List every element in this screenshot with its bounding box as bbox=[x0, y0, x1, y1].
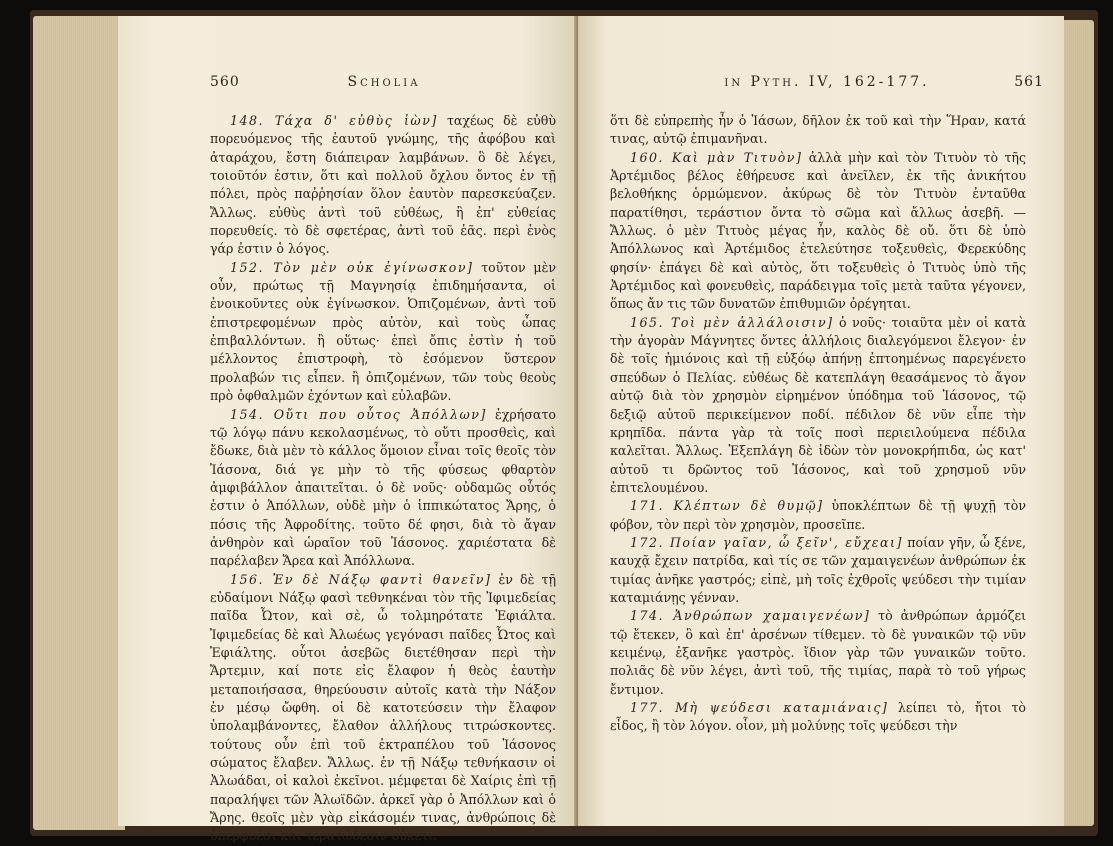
scholion-text: ποίαν γῆν, ὦ ξένε, καυχᾷ ἔχειν πατρίδα, καὶ τίς σε τῶν χαμαιγενέων ἀνθρώπων ἐκ τιμίας ἀνῆκε γαστρός; εἰπὲ, μὴ τοῖς ἐχθροῖς ψεύδεσι τὴν τιμίαν καταμιάνῃς γένναν. bbox=[610, 534, 1026, 605]
scholion-text: ταχέως δὲ εὐθὺ πορευόμενος τῆς ἑαυτοῦ γνώμης, τῆς ἀφόβου καὶ ἀταράχου, ἔστη διάπειραν λαμβάνων. ὃ δὲ λέγει, τοιοῦτόν ἐστιν, ὅτι καὶ πολλοῦ ὄχλου ὄντος ἐν τῇ πόλει, πρὸς παῤῥησίαν ὅλον ἑαυτὸν παρεσκεύαζεν. Ἄλλως. εὐθὺς ἀντὶ τοῦ εὐθέως, ἢ ἐπ' εὐθείας πορευθείς. τὸ δὲ σφετέρας, ἀντὶ τοῦ ἑᾶς. περὶ ἑνὸς γάρ ἐστιν ὁ λόγος. bbox=[210, 113, 556, 257]
lemma: 165. Τοὶ μὲν ἀλλάλοισιν] bbox=[630, 314, 834, 330]
scholion-paragraph bbox=[210, 406, 556, 571]
scholion-paragraph bbox=[610, 534, 1026, 607]
page-number: 560 bbox=[210, 74, 240, 90]
scholion-text: ἀλλὰ μὴν καὶ τὸν Τιτυὸν τὸ τῆς Ἀρτέμιδος βέλος ἐθήρευσε καὶ ἀνεῖλεν, ἐκ τῆς ἀνικήτου βελοθήκης ὁρμώμενον. ἀκύρως δὲ τὸν Τιτυὸν ἐνταῦθα παρατίθησι, τεράστιον ὄντα τὸ σῶμα καὶ ἄλλως ἀσεβῆ. — Ἄλλως. ὁ μὲν Τιτυὸς μέγας ἦν, καλὸς δὲ οὔ. ὅτι δὲ ὑπὸ Ἀπόλλωνος καὶ Ἀρτέμιδος ἐτελεύτησε τοξευθεὶς, Φερεκύδης φησίν· ἐπάγει δὲ καὶ αὐτὸς, ὅτι τοξευθεὶς ὁ Τιτυὸς ὑπὸ τῆς Ἀρτέμιδος καὶ φονευθεὶς, παράδειγμα τοῖς μετὰ ταῦτα γέγονεν, ὅπως ἄν τις τῶν δυνατῶν ἐπιθυμιῶν ὀρέγηται. bbox=[610, 149, 1027, 312]
scholion-text: ὑποκλέπτων δὲ τῇ ψυχῇ τὸν φόβον, τὸν περὶ τὸν χρησμὸν, προσεῖπε. bbox=[610, 498, 1026, 532]
scholion-text: λείπει τὸ, ἤτοι τὸ εἶδος, ἢ τὸν λόγον. οἷον, μὴ μολύνῃς τοῖς ψεύδεσι τὴν bbox=[610, 700, 1026, 734]
scholion-text: τοῦτον μὲν οὖν, πρώτως τῇ Μαγνησίᾳ ἐπιδημήσαντα, οἱ ἐνοικοῦντες οὐκ ἐγίνωσκον. Ὀπιζομένων, ἀντὶ τοῦ ἐπιστρεφομένων πρὸς αὐτὸν, καὶ τοὺς ὦπας ἐπιβαλλόντων. ἢ οὕτως· ἐπεὶ ὄπις ἐστὶν ἡ τοῦ μέλλοντος ἐπιστροφὴ, τὸ ἐσόμενον ὕστερον προλαβών τις εἶπεν. ἢ ὀπιζομένων, τῶν τοὺς θεοὺς πρὸ ὀφθαλμῶν ἐχόντων καὶ εὐλαβῶν. bbox=[210, 259, 556, 404]
lemma: 160. Καὶ μὰν Τιτυὸν] bbox=[630, 149, 803, 165]
scholion-paragraph bbox=[210, 571, 556, 846]
continuation-text: ὅτι δὲ εὐπρεπὴς ἦν ὁ Ἰάσων, δῆλον ἐκ τοῦ καὶ τὴν Ἥραν, κατά τινας, αὐτῷ ἐπιμανῆναι. bbox=[610, 113, 1026, 147]
scholion-text: ὁ νοῦς· τοιαῦτα μὲν οἱ κατὰ τὴν ἀγορὰν Μάγνητες ὄντες ἀλλήλοις διαλεγόμενοι ἔλεγον· ἐν δὲ τοῖς ἡμιόνοις καὶ τῇ εὐξόῳ ἀπήνῃ ἐπτοημένως παρεγένετο σπεύδων ὁ Πελίας. εὐθέως δὲ κατεπλάγη θεασάμενος τὸ ἄγον αὐτῷ διὰ τὸν χρησμὸν εἰρημένον ὑπόδημα τοῦ Ἰάσονος, τῷ δεξιῷ αὐτοῦ περικείμενον ποδί. πέδιλον δὲ νῦν εἶπε τὴν κρηπῖδα. πάντα γὰρ τὰ τοῖς ποσὶ περιειλούμενα πέδιλα καλεῖται. Ἄλλως. Ἐξεπλάγη δὲ ἰδὼν τὸν μονοκρήπιδα, ὡς κατ' αὐτοῦ τι δρῶντος τοῦ Ἰάσονος, καὶ τοῦ χρησμοῦ νῦν ἐπιτελουμένου. bbox=[610, 314, 1026, 495]
lemma: 172. Ποίαν γαῖαν, ὦ ξεῖν', εὔχεαι] bbox=[630, 534, 903, 550]
lemma: 177. Μὴ ψεύδεσι καταμιάναις] bbox=[630, 700, 889, 715]
running-title: Scholia bbox=[347, 74, 421, 90]
scholion-paragraph bbox=[610, 314, 1026, 497]
scholion-paragraph bbox=[210, 112, 556, 259]
lemma: 154. Οὔτι που οὗτος Ἀπόλλων] bbox=[230, 406, 487, 422]
scholion-paragraph bbox=[610, 149, 1026, 314]
scholion-paragraph bbox=[210, 259, 556, 406]
lemma: 152. Τὸν μὲν οὐκ ἐγίνωσκον] bbox=[230, 259, 474, 275]
scholion-paragraph bbox=[610, 497, 1026, 534]
running-title: in Pyth. IV, 162-177. bbox=[724, 74, 930, 90]
left-page-text bbox=[210, 112, 556, 846]
scholion-paragraph bbox=[610, 607, 1026, 699]
page-number: 561 bbox=[1014, 74, 1044, 90]
scholion-paragraph bbox=[610, 699, 1026, 736]
left-page-header bbox=[210, 74, 558, 96]
scholion-text: ἐχρήσατο τῷ λόγῳ πάνυ κεκολασμένως, τὸ οὔτι προσθεὶς, καὶ ἔδωκε, διὰ μὲν τὸ κάλλος ὅμοιον εἶναι τοῖς θεοῖς τὸν Ἰάσονα, διά γε μὴν τὸ τῆς φύσεως φθαρτὸν ἀμφιβάλλον ἀπαιτεῖται. ὁ δὲ νοῦς· οὐδαμῶς οὗτός ἐστιν ὁ Ἀπόλλων, οὐδὲ μὴν ὁ ἱππικώτατος Ἄρης, ὁ πόσις τῆς Ἀφροδίτης. τοῦτο δέ φησι, διὰ τὸ ἄγαν ἀνθηρὸν καὶ ὡραῖον τοῦ Ἰάσονος. χαριέστατα δὲ παρέλαβεν Ἄρεα καὶ Ἀπόλλωνα. bbox=[210, 406, 556, 569]
right-page-text bbox=[610, 112, 1026, 736]
scholion-text: τὸ ἀνθρώπων ἁρμόζει τῷ ἔτεκεν, ὃ καὶ ἐπ' ἀρσένων τίθεμεν. τὸ δὲ γυναικῶν τῷ νῦν κειμένῳ, ἐξανῆκε γαστρὸς. ἴδιον γὰρ τῶν γυναικῶν τοῦτο. πολιᾶς δὲ νῦν λέγει, ἀντὶ τοῦ, τῆς τιμίας, παρὰ τὸ τοῦ γήρως ἔντιμον. bbox=[610, 608, 1027, 697]
page-edges-left bbox=[33, 16, 125, 830]
right-page bbox=[578, 16, 1064, 826]
lemma: 174. Ἀνθρώπων χαμαιγενέων] bbox=[630, 608, 871, 624]
lemma: 148. Τάχα δ' εὐθὺς ἰὼν] bbox=[230, 113, 438, 128]
lemma: 171. Κλέπτων δὲ θυμῷ] bbox=[630, 498, 824, 514]
scholion-text: ἐν δὲ τῇ εὐδαίμονι Νάξῳ φασὶ τεθνηκέναι τὸν τῆς Ἰφιμεδείας παῖδα Ὦτον, καὶ σὲ, ὦ τολμηρότατε Ἐφιάλτα. Ἰφιμεδείας δὲ καὶ Ἀλωέως γεγόνασι παῖδες Ὦτος καὶ Ἐφιάλτης. οὗτοι ἀσεβῶς διετέθησαν περὶ τὴν Ἄρτεμιν, καί ποτε εἰς ἔλαφον ἡ θεὸς ἑαυτὴν μεταποιήσασα, θηρεύουσιν αὐτοῖς κατὰ τὴν Νάξον ἐν μέσῳ ὤφθη. οἱ δὲ κατοτεύσειν τὴν ἔλαφον ὑπολαμβάνοντες, ἔλαθον ἀλλήλους τιτρώσκοντες. τούτους οὖν ἐπὶ τοῦ ἐκτραπέλου τοῦ Ἰάσονος σώματος ἔλαβεν. Ἄλλως. ἐν τῇ Νάξῳ τεθνήκασιν οἱ Ἀλωάδαι, οἱ καλοὶ ἐκεῖνοι. μέμφεται δὲ Χαίρις ἐπὶ τῇ παραλήψει τῶν Ἀλωϊδῶν. ἀρκεῖ γὰρ ὁ Ἀπόλλων καὶ ὁ Ἄρης. θεοῖς μὲν γὰρ εἰκάσομέν τινας, ἀνθρώποις δὲ ὑπερφυέσι καὶ τερατώδεσιν οὐκέτι. bbox=[210, 571, 556, 844]
lemma: 156. Ἐν δὲ Νάξῳ φαντὶ θανεῖν] bbox=[230, 571, 492, 587]
right-page-header bbox=[610, 74, 1044, 96]
page-edges-right bbox=[1060, 20, 1094, 826]
left-page bbox=[118, 16, 576, 844]
